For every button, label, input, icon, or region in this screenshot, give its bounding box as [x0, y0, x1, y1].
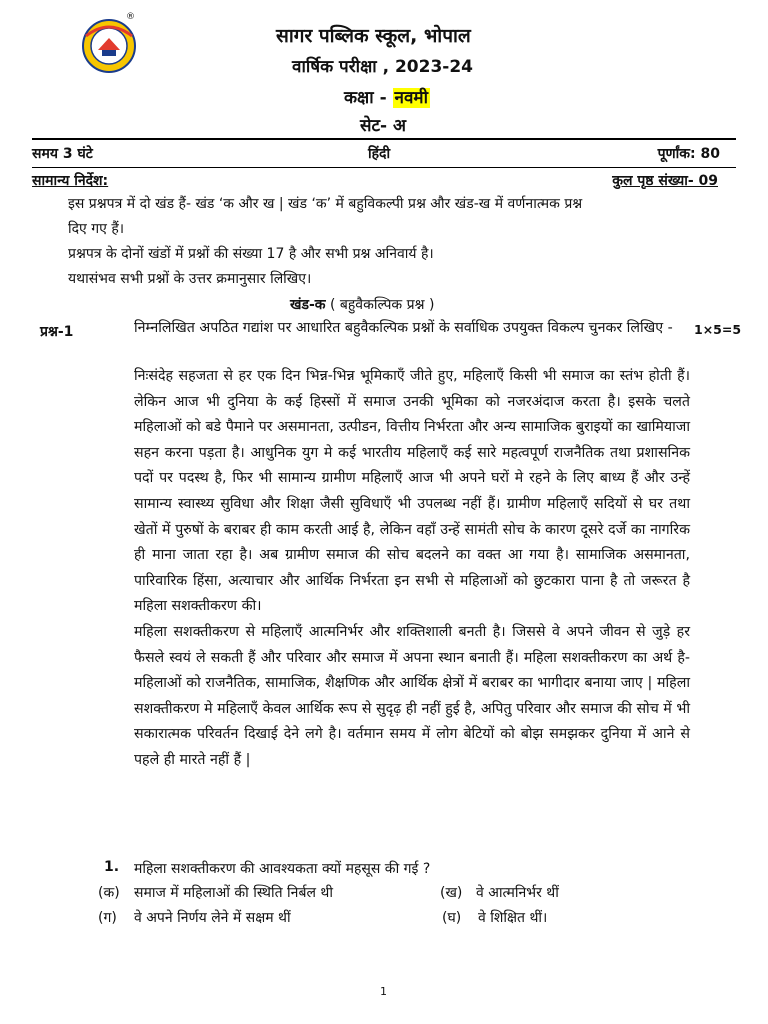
instructions-title: सामान्य निर्देश:	[32, 173, 109, 189]
option-ga-text: वे अपने निर्णय लेने में सक्षम थीं	[134, 910, 291, 926]
class-label: कक्षा -	[344, 88, 387, 108]
instruction-line-3: प्रश्नपत्र के दोनों खंडों में प्रश्नों की संख्या 17 है और सभी प्रश्न अनिवार्य है।	[68, 246, 434, 262]
registered-mark: ®	[126, 12, 135, 22]
time-label: समय 3 घंटे	[32, 146, 93, 162]
option-ga-label: (ग)	[98, 910, 117, 926]
option-gha-text: वे शिक्षित थीं।	[478, 910, 548, 926]
exam-title: वार्षिक परीक्षा , 2023-24	[292, 57, 473, 77]
option-gha-label: (घ)	[442, 910, 462, 926]
school-logo	[80, 12, 138, 74]
option-kha-label: (ख)	[440, 885, 463, 901]
set-label: सेट- अ	[360, 116, 407, 136]
school-name: सागर पब्लिक स्कूल, भोपाल	[276, 25, 471, 47]
mcq-question: महिला सशक्तीकरण की आवश्यकता क्यों महसूस की गई ?	[134, 861, 431, 877]
instruction-line-1: इस प्रश्नपत्र में दो खंड हैं- खंड ‘क और ख | खंड ‘क’ में बहुविकल्पी प्रश्न और खंड-ख में वर्णनात्मक प्रश्न	[68, 196, 583, 212]
total-pages-label: कुल पृष्ठ संख्या- 09	[612, 173, 718, 189]
instruction-line-2: दिए गए हैं।	[68, 221, 125, 237]
page-number: 1	[380, 985, 387, 998]
question-prompt-text: निम्नलिखित अपठित गद्यांश पर आधारित बहुवैकल्पिक प्रश्नों के सर्वाधिक उपयुक्त विकल्प चुनकर लिखिए -	[134, 320, 673, 336]
question-marks: 1×5=5	[694, 322, 742, 337]
question-label: प्रश्न-1	[40, 324, 74, 340]
subject-label: हिंदी	[368, 146, 391, 162]
school-logo-emblem	[80, 16, 138, 74]
top-rule	[32, 138, 736, 140]
option-ka-text: समाज में महिलाओं की स्थिति निर्बल थी	[134, 885, 333, 901]
instruction-line-4: यथासंभव सभी प्रश्नों के उत्तर क्रमानुसार लिखिए।	[68, 271, 312, 287]
section-title: खंड-क	[290, 297, 326, 313]
option-ka-label: (क)	[98, 885, 120, 901]
passage-paragraph-1: निःसंदेह सहजता से हर एक दिन भिन्न-भिन्न भूमिकाएँ जीते हुए, महिलाएँ किसी भी समाज का स्तंभ होती हैं। लेकिन आज भी दुनिया के कई हिस्सों में समाज उनकी भूमिका को नजरअंदाज करता है। इसके चलते महिलाओं को बडे पैमाने पर असमानता, उत्पीडन, वित्तीय निर्भरता और अन्य सामाजिक बुराइयों का खामियाजा सहन करना पड़ता है। आधुनिक युग मे कई भारतीय महिलाएँ कई सारे महत्वपूर्ण राजनैतिक तथा प्रशासनिक पदों पर पदस्थ है, फिर भी सामान्य ग्रामीण महिलाएँ आज भी अपने घरों मे रहने के लिए बाध्य हैं और उन्हें सामान्य स्वास्थ्य सुविधा और शिक्षा जैसी सुविधाएँ भी उपलब्ध नहीं हैं। ग्रामीण महिलाएँ सदियों से घर तथा खेतों में पुरुषों के बराबर ही काम करती आई है, लेकिन वहाँ उन्हें सामंती सोच के कारण दूसरे दर्जे का नागरिक ही माना जाता रहा है। अब ग्रामीण समाज की सोच बदलने का वक्त आ गया है। सामाजिक असमानता, पारिवारिक हिंसा, अत्याचार और आर्थिक निर्भरता इन सभी से महिलाओं को छुटकारा पाना है तो जरूरत है महिला सशक्तीकरण की।	[134, 368, 690, 615]
option-kha-text: वे आत्मनिर्भर थीं	[476, 885, 559, 901]
passage	[134, 364, 690, 774]
section-subtitle: ( बहुवैकल्पिक प्रश्न )	[329, 297, 435, 313]
mcq-number: 1.	[104, 859, 120, 875]
meta-rule	[32, 167, 736, 168]
passage-paragraph-2: महिला सशक्तीकरण से महिलाएँ आत्मनिर्भर और शक्तिशाली बनती है। जिससे वे अपने जीवन से जुड़े हर फैसले स्वयं ले सकती हैं और परिवार और समाज में अपना स्थान बनाती हैं। महिला सशक्तीकरण का अर्थ है-महिलाओं को राजनैतिक, सामाजिक, शैक्षणिक और आर्थिक क्षेत्रों में बराबर का भागीदार बनाया जाए | महिला सशक्तीकरण मे महिलाएँ केवल आर्थिक रूप से सुदृढ़ ही नहीं हुई है, अपितु परिवार और समाज की सोच में भी सकारात्मक परिवर्तन दिखाई देने लगे है। वर्तमान समय में लोग बेटियों को बोझ समझकर दुनिया में आने से पहले ही मारते नहीं हैं |	[134, 623, 690, 768]
question-prompt	[134, 316, 690, 342]
section-heading	[290, 295, 434, 314]
class-value: नवमी	[394, 88, 429, 108]
class-line	[344, 85, 430, 108]
max-marks-label: पूर्णांक: 80	[657, 146, 720, 162]
